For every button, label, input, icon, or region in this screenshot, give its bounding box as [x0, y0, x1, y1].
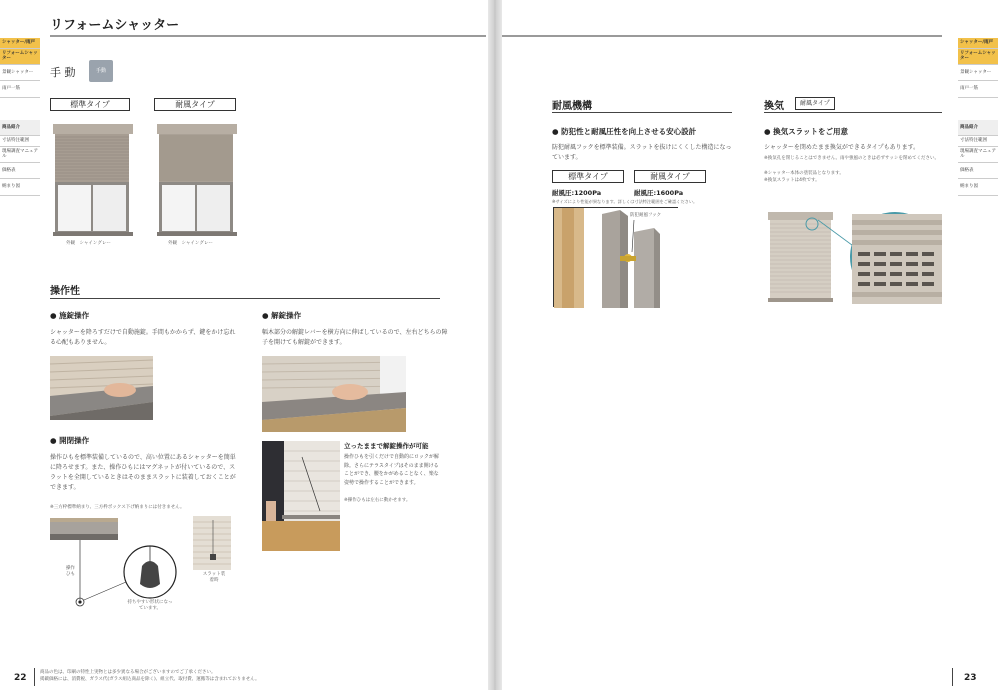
hook-label: 防犯耐風フック	[630, 213, 662, 218]
side-tabs-left	[0, 38, 40, 196]
tab-survey-manual[interactable]: 現場調査マニュアル	[958, 147, 998, 163]
tab-price[interactable]: 価格表	[0, 163, 40, 180]
tab-product-intro[interactable]: 商品紹介	[958, 120, 998, 137]
title-rule-right	[502, 35, 942, 37]
footer-line-2: 掲載価格には、消費税、ガラス代(ガラス組込商品を除く)、組立代、取付費、運搬等は含まれておりません。	[40, 677, 260, 682]
lock-body: シャッターを降ろすだけで自動施錠。手間もかからず、鍵をかけ忘れる心配もありません。	[50, 329, 236, 346]
tab-landscape-shutter[interactable]: 景観シャッター	[0, 65, 40, 82]
lock-title: ● 施錠操作	[50, 311, 90, 320]
vent-note-3: ※換気スラットは4枚です。	[764, 178, 820, 183]
vent-rule	[764, 112, 942, 113]
label-cord: 操作ひも	[66, 566, 75, 577]
operability-rule	[50, 298, 440, 299]
tab-amado[interactable]: 雨戸一筋	[958, 81, 998, 98]
vent-title: ● 換気スラットをご用意	[764, 127, 849, 136]
side-tabs-right	[958, 38, 998, 196]
tab-custom-size[interactable]: 寸法特注範囲	[0, 136, 40, 147]
book-gutter	[488, 0, 502, 690]
page-number-right: 23	[964, 673, 977, 683]
vent-note-1: ※換気孔を閉じることはできません。雨や強風のときは必ずサッシを閉めてください。	[764, 156, 939, 161]
footer-divider-left	[34, 668, 35, 686]
vent-zoom-circle	[850, 212, 940, 302]
footer-line-1: 商品の色は、印刷の特性上実物とは多少異なる場合がございますのでご了承ください。	[40, 670, 216, 675]
open-note: ※三方枠標準納まり、三方枠ボックス下げ納まりには付きません。	[50, 505, 185, 510]
wind-title: ● 防犯性と耐風圧性を向上させる安心設計	[552, 127, 697, 136]
vent-heading: 換気	[764, 101, 784, 112]
open-body: 操作ひもを標準装備しているので、高い位置にあるシャッターを簡単に降ろせます。また、操作ひもにはマグネットが付いているので、スラットを全開しているときはそのままスラットに装着しておくことができます。	[50, 454, 236, 491]
tab-product-intro[interactable]: 商品紹介	[0, 120, 40, 137]
tab-drawing[interactable]: 納まり図	[0, 179, 40, 196]
wind-heading: 耐風機構	[552, 101, 592, 112]
open-title: ● 開閉操作	[50, 436, 90, 445]
operability-heading: 操作性	[50, 286, 80, 297]
vent-title-text: 換気スラットをご用意	[773, 127, 849, 136]
wind-body: 防犯耐風フックを標準装備。スラットを抜けにくくした構造になっています。	[552, 144, 732, 161]
open-title-text: 開閉操作	[59, 436, 90, 445]
tab-custom-size[interactable]: 寸法特注範囲	[958, 136, 998, 147]
stand-body: 操作ひもを引くだけで自動的にロックが解除。さらにテラスタイプはそのまま開けることができ、腰をかがめることなく、楽な姿勢で操作することができます。	[344, 454, 439, 486]
pressure-note: ※サイズにより性能が異なります。詳しくは寸法特注範囲をご確認ください。	[552, 199, 698, 204]
label-magnet: 持ちやすい形状になっています。	[127, 600, 173, 611]
type-standard-tag: 標準タイプ	[50, 98, 130, 111]
wind-title-text: 防犯性と耐風圧性を向上させる安心設計	[561, 127, 697, 136]
shutter-window-standard	[53, 124, 133, 236]
caption-wind: 外観 シャイングレー	[168, 241, 213, 246]
tab-reform-shutter[interactable]: リフォームシャッター	[0, 49, 40, 65]
tab-shutter[interactable]: シャッター/雨戸	[0, 38, 40, 49]
unlock-title-text: 解錠操作	[271, 311, 302, 320]
vent-note-2: ※シャッター本体の塗装品となります。	[764, 171, 844, 176]
unlock-body: 幅木部分の解錠レバーを横方向に伸ばしているので、左右どちらの障子を開けても解錠ができます。	[262, 329, 448, 346]
tab-landscape-shutter[interactable]: 景観シャッター	[958, 65, 998, 82]
lock-photo	[50, 356, 153, 420]
stand-title: 立ったままで解錠操作が可能	[344, 442, 429, 450]
pressure-standard: 耐風圧:1200Pa	[552, 189, 602, 197]
hook-photo	[553, 207, 678, 307]
tab-reform-shutter[interactable]: リフォームシャッター	[958, 49, 998, 65]
manual-badge: 手動	[89, 60, 113, 82]
unlock-title: ● 解錠操作	[262, 311, 302, 320]
pressure-wind: 耐風圧:1600Pa	[634, 189, 684, 197]
manual-label: 手 動	[50, 66, 76, 79]
tab-survey-manual[interactable]: 現場調査マニュアル	[0, 147, 40, 163]
tab-price[interactable]: 価格表	[958, 163, 998, 180]
unlock-photo	[262, 356, 406, 432]
wind-rule	[552, 112, 732, 113]
vent-badge: 耐風タイプ	[795, 97, 835, 110]
left-page	[0, 0, 488, 690]
title-rule	[50, 35, 486, 37]
label-slat: スラット装着時	[202, 572, 226, 583]
tab-drawing[interactable]: 納まり図	[958, 179, 998, 196]
tab-amado[interactable]: 雨戸一筋	[0, 81, 40, 98]
slat-photo	[193, 516, 231, 570]
shutter-window-wind	[157, 124, 237, 236]
tab-shutter[interactable]: シャッター/雨戸	[958, 38, 998, 49]
page-title: リフォームシャッター	[50, 18, 180, 33]
type-wind-tag: 耐風タイプ	[154, 98, 236, 111]
stand-note: ※操作ひもは左右に動かせます。	[344, 498, 411, 503]
page-number-left: 22	[14, 673, 27, 683]
lock-title-text: 施錠操作	[59, 311, 90, 320]
caption-standard: 外観 シャイングレー	[66, 241, 111, 246]
standing-photo	[262, 441, 340, 551]
footer-divider-right	[952, 668, 953, 686]
right-page	[502, 0, 996, 690]
wind-type-wind-tag: 耐風タイプ	[634, 170, 706, 183]
vent-body: シャッターを閉めたまま換気ができるタイプもあります。	[764, 144, 920, 151]
wind-type-standard-tag: 標準タイプ	[552, 170, 624, 183]
